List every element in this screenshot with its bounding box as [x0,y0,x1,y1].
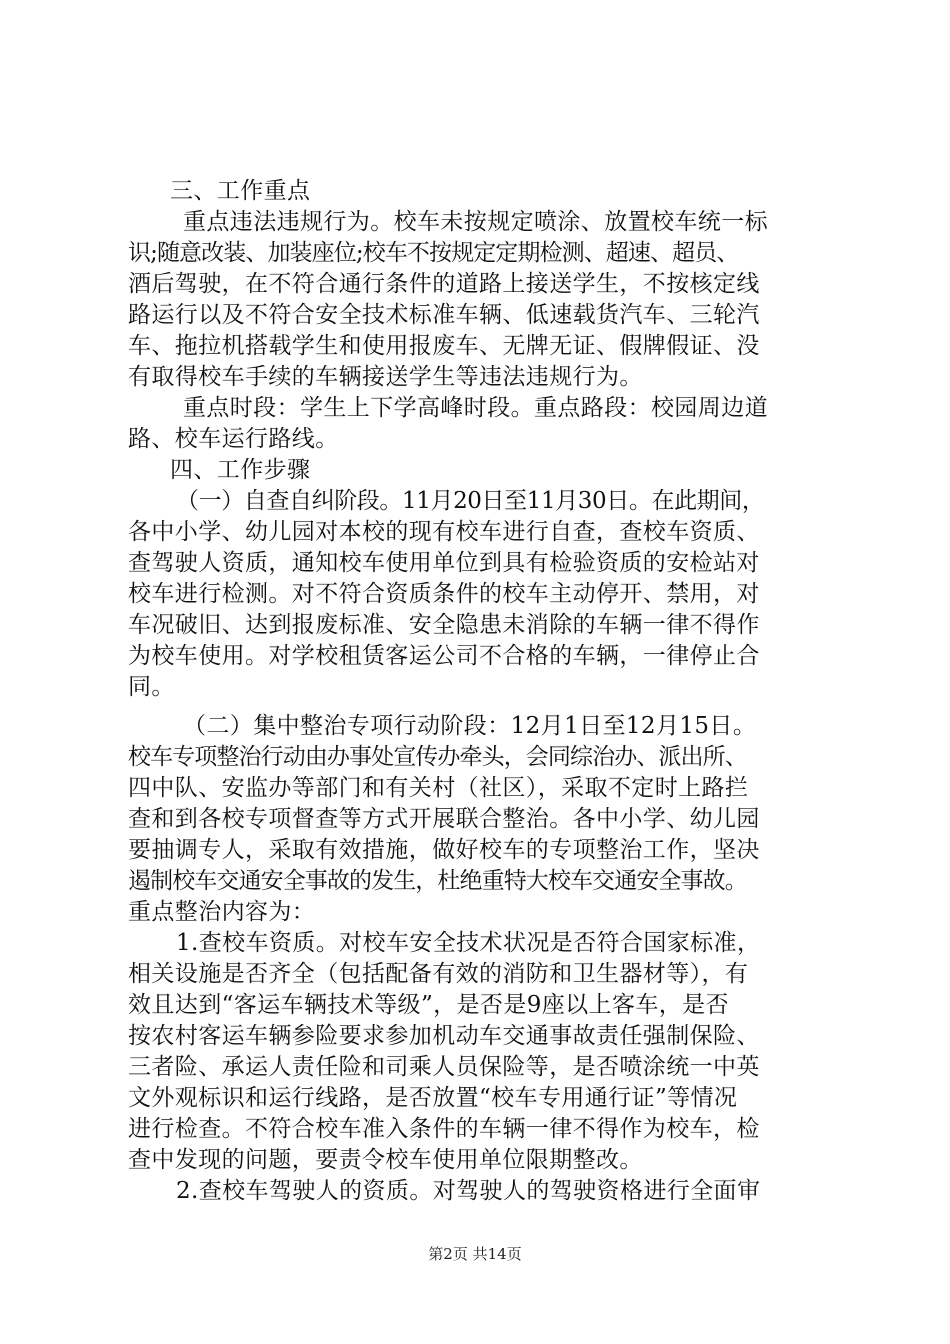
paragraph-line: 效且达到“客运车辆技术等级”，是否是9座以上客车，是否 [128,992,729,1018]
section-heading: 三、工作重点 [170,178,311,204]
paragraph-line: 要抽调专人，采取有效措施，做好校车的专项整治工作，坚决 [128,837,760,863]
paragraph-line: 路、校车运行路线。 [128,426,339,452]
paragraph-line: 有取得校车手续的车辆接送学生等违法违规行为。 [128,364,643,390]
paragraph-line: 遏制校车交通安全事故的发生，杜绝重特大校车交通安全事故。 [128,868,747,894]
paragraph-line: 相关设施是否齐全（包括配备有效的消防和卫生器材等），有 [128,961,749,987]
paragraph-line: 同。 [128,674,175,700]
paragraph-line: 校车专项整治行动由办事处宣传办牵头，会同综治办、派出所、 [128,744,747,770]
paragraph-line: 重点整治内容为： [128,899,316,925]
paragraph-line: 查驾驶人资质，通知校车使用单位到具有检验资质的安检站对 [128,550,760,576]
paragraph-line: 酒后驾驶，在不符合通行条件的道路上接送学生，不按核定线 [128,271,760,297]
section-heading: 四、工作步骤 [170,457,311,483]
page-number: 第2页 共14页 [428,1245,522,1263]
paragraph-line: 车况破旧、达到报废标准、安全隐患未消除的车辆一律不得作 [128,612,760,638]
paragraph-line: 四中队、安监办等部门和有关村（社区），采取不定时上路拦 [128,775,749,801]
paragraph-line: 重点违法违规行为。校车未按规定喷涂、放置校车统一标 [183,209,768,235]
paragraph-line: 车、拖拉机搭载学生和使用报废车、无牌无证、假牌假证、没 [128,333,760,359]
paragraph-line: 识;随意改装、加装座位;校车不按规定定期检测、超速、超员、 [128,240,739,266]
paragraph-line: 重点时段：学生上下学高峰时段。重点路段：校园周边道 [183,395,768,421]
paragraph-line: （一）自查自纠阶段。11月20日至11月30日。在此期间， [176,488,765,514]
paragraph-line: 2.查校车驾驶人的资质。对驾驶人的驾驶资格进行全面审 [176,1178,761,1204]
paragraph-line: 为校车使用。对学校租赁客运公司不合格的车辆，一律停止合 [128,643,760,669]
paragraph-line: 1.查校车资质。对校车安全技术状况是否符合国家标准， [176,930,761,956]
paragraph-line: 三者险、承运人责任险和司乘人员保险等，是否喷涂统一中英 [128,1054,760,1080]
paragraph-line: 路运行以及不符合安全技术标准车辆、低速载货汽车、三轮汽 [128,302,760,328]
paragraph-line: 查和到各校专项督查等方式开展联合整治。各中小学、幼儿园 [128,806,760,832]
paragraph-line: （二）集中整治专项行动阶段：12月1日至12月15日。 [183,713,757,739]
paragraph-line: 各中小学、幼儿园对本校的现有校车进行自查，查校车资质、 [128,519,760,545]
paragraph-line: 校车进行检测。对不符合资质条件的校车主动停开、禁用，对 [128,581,760,607]
paragraph-line: 进行检查。不符合校车准入条件的车辆一律不得作为校车，检 [128,1116,760,1142]
paragraph-line: 按农村客运车辆参险要求参加机动车交通事故责任强制保险、 [128,1023,760,1049]
paragraph-line: 查中发现的问题，要责令校车使用单位限期整改。 [128,1147,643,1173]
paragraph-line: 文外观标识和运行线路，是否放置“校车专用通行证”等情况 [128,1085,738,1111]
page-footer [0,1243,950,1264]
document-body [128,176,833,1207]
